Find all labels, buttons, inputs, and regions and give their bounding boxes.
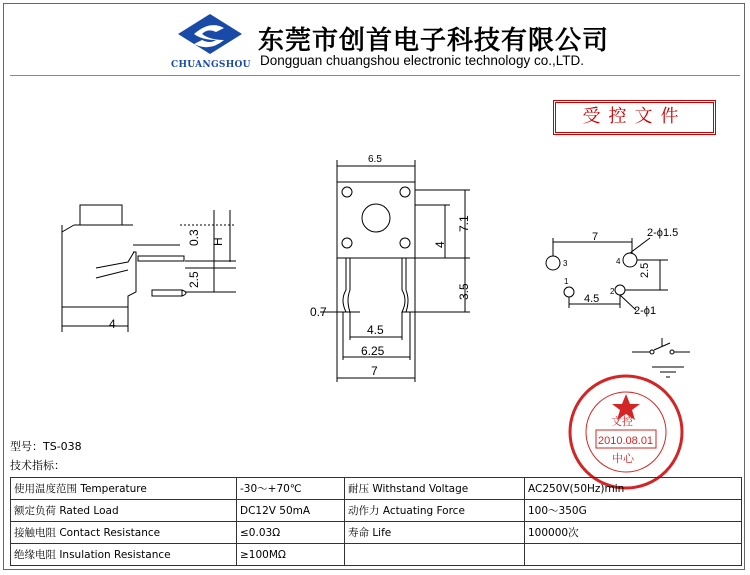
- spec-key: 使用温度范围 Temperature: [11, 478, 237, 500]
- side-view: [62, 205, 236, 332]
- spec-key: 寿命 Life: [345, 522, 525, 544]
- spec-key: [345, 544, 525, 566]
- spec-value: DC12V 50mA: [237, 500, 345, 522]
- front-dim-7: 7: [371, 364, 378, 378]
- table-row: [11, 522, 742, 544]
- table-row: [11, 500, 742, 522]
- front-dim-6-25: 6.25: [361, 344, 385, 358]
- side-dim-0-3: 0.3: [187, 229, 201, 246]
- company-name-cn: 东莞市创首电子科技有限公司: [258, 26, 610, 56]
- front-view: [310, 154, 470, 382]
- table-row: [11, 544, 742, 566]
- pin-4-label: 4: [616, 257, 621, 266]
- specs-title: 技术指标：: [10, 459, 65, 472]
- official-seal-icon: [566, 372, 686, 492]
- footprint-dim-2-phi-1: 2-ϕ1: [634, 305, 657, 317]
- seal-center-top: 文控: [611, 416, 633, 428]
- front-dim-4: 4: [433, 241, 447, 248]
- company-name-en: Dongguan chuangshou electronic technology co.,LTD.: [260, 53, 584, 68]
- spec-key: 额定负荷 Rated Load: [11, 500, 237, 522]
- footprint-dim-4-5: 4.5: [584, 293, 600, 305]
- seal-date: 2010.08.01: [598, 435, 654, 447]
- seal-center-bottom: 中心: [612, 453, 634, 465]
- pin-1-label: 1: [564, 277, 569, 286]
- pcb-footprint: [546, 227, 678, 317]
- spec-value: 100000次: [525, 522, 742, 544]
- front-dim-4-5: 4.5: [367, 323, 384, 337]
- side-dim-4: 4: [109, 317, 116, 331]
- spec-key: 耐压 Withstand Voltage: [345, 478, 525, 500]
- model-label: 型号：TS-038: [10, 440, 82, 453]
- pin-2-label: 2: [610, 287, 615, 296]
- spec-value: ≤0.03Ω: [237, 522, 345, 544]
- specs-table: [10, 477, 742, 566]
- front-dim-6-5: 6.5: [368, 154, 382, 165]
- controlled-document-stamp: 受控文件: [553, 100, 716, 135]
- side-dim-2-5: 2.5: [187, 271, 201, 288]
- logo-wordmark: CHUANGSHOU: [171, 60, 251, 70]
- spec-value: -30～+70℃: [237, 478, 345, 500]
- front-dim-7-1: 7.1: [457, 215, 471, 232]
- side-dim-h: H: [211, 237, 225, 246]
- footprint-dim-2-5: 2.5: [639, 262, 651, 278]
- footprint-dim-2-phi-1-5: 2-ϕ1.5: [647, 227, 679, 239]
- pin-3-label: 3: [563, 259, 568, 268]
- spec-value: [525, 544, 742, 566]
- spec-value: 100～350G: [525, 500, 742, 522]
- spec-key: 动作力 Actuating Force: [345, 500, 525, 522]
- front-dim-0-7: 0.7: [310, 305, 327, 319]
- spec-value: AC250V(50Hz)min: [525, 478, 742, 500]
- spec-key: 绝缘电阻 Insulation Resistance: [11, 544, 237, 566]
- spec-value: ≥100MΩ: [237, 544, 345, 566]
- spec-key: 接触电阻 Contact Resistance: [11, 522, 237, 544]
- front-dim-3-5: 3.5: [457, 283, 471, 300]
- table-row: [11, 478, 742, 500]
- footprint-dim-7: 7: [592, 231, 599, 243]
